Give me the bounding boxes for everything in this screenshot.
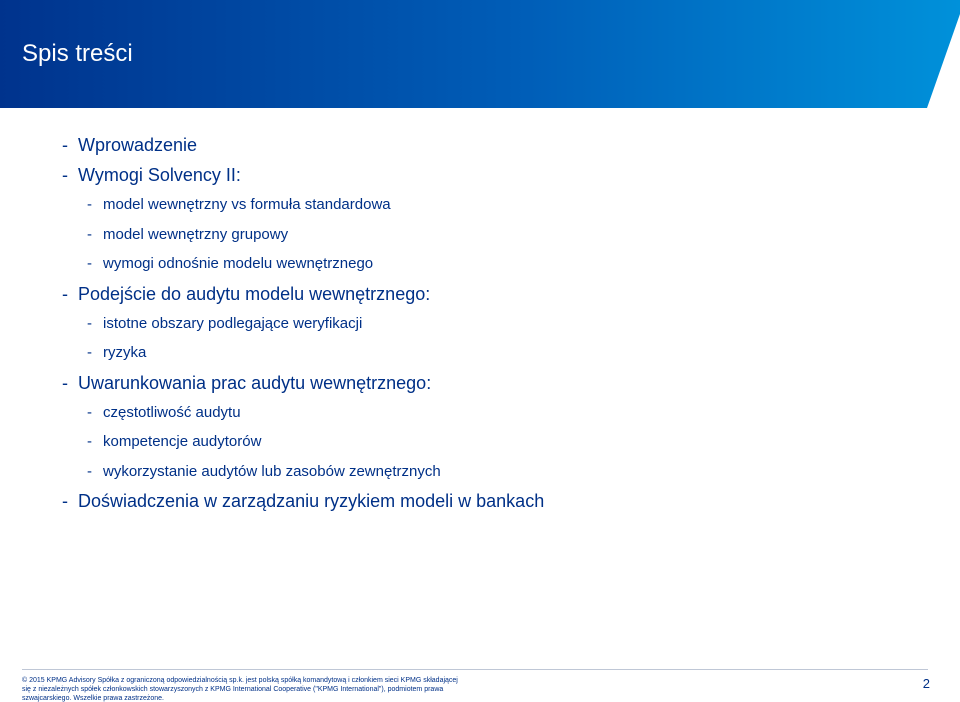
toc-dash: -: [62, 165, 68, 185]
toc-subitem-ryzyka: [60, 338, 920, 368]
toc-dash: -: [62, 372, 68, 393]
toc-dash: -: [62, 135, 68, 155]
toc-subitem-label: wykorzystanie audytów lub zasobów zewnętrznych: [103, 462, 441, 480]
footer-divider: [22, 669, 928, 670]
toc-item-label: Doświadczenia w zarządzaniu ryzykiem modeli w bankach: [78, 491, 545, 511]
toc-dash: -: [87, 403, 92, 421]
header-band-graphic: [0, 0, 960, 108]
toc-subitem-kompetencje: [60, 427, 920, 457]
toc-subitem-wykorzystanie: [60, 457, 920, 487]
toc-item-wymogi-solvency: [60, 160, 920, 190]
header-band-shape: [0, 0, 960, 108]
toc-subitem-model-grupowy: [60, 220, 920, 250]
page-number: 2: [922, 676, 930, 691]
toc-subitem-label: model wewnętrzny vs formuła standardowa: [103, 196, 391, 213]
toc-dash: -: [87, 344, 92, 361]
toc-item-label: Wymogi Solvency II:: [78, 165, 241, 185]
toc-item-label: Podejście do audytu modelu wewnętrznego:: [78, 283, 431, 304]
toc-dash: -: [87, 462, 92, 480]
toc-subitem-label: kompetencje audytorów: [103, 433, 262, 450]
toc-item-doswiadczenia: [60, 486, 920, 516]
toc-subitem-wymogi-modelu: [60, 249, 920, 279]
footer-legal-text: © 2015 KPMG Advisory Spółka z ograniczoną odpowiedzialnością sp.k. jest polską spółką komandytową i członkiem sieci KPMG składającej się z niezależnych spółek członkowskich stowarzyszonych z KPMG International Cooperative ("KPMG International"), podmiotem prawa szwajcarskiego. Wszelkie prawa zastrzeżone.: [22, 677, 458, 702]
toc-item-uwarunkowania: [60, 368, 920, 398]
toc-subitem-istotne-obszary: [60, 309, 920, 339]
toc-subitem-model-vs-formula: [60, 190, 920, 220]
toc-dash: -: [87, 314, 92, 332]
toc-item-label: Wprowadzenie: [78, 135, 198, 155]
toc-dash: -: [87, 433, 92, 450]
toc-subitem-label: istotne obszary podlegające weryfikacji: [103, 314, 363, 332]
toc-item-podejscie-do-audytu: [60, 279, 920, 309]
toc-subitem-label: ryzyka: [103, 344, 147, 361]
toc-dash: -: [62, 283, 68, 304]
toc-dash: -: [62, 491, 68, 511]
toc-item-label: Uwarunkowania prac audytu wewnętrznego:: [78, 372, 432, 393]
toc-subitem-label: wymogi odnośnie modelu wewnętrznego: [103, 255, 374, 272]
toc-dash: -: [87, 255, 92, 272]
toc-subitem-label: częstotliwość audytu: [103, 403, 241, 421]
toc-dash: -: [87, 196, 92, 213]
toc-dash: -: [87, 225, 92, 243]
page-title: Spis treści: [22, 40, 133, 67]
toc-subitem-czestotliwosc: [60, 398, 920, 428]
toc-item-wprowadzenie: [60, 130, 920, 160]
header-band: [0, 0, 960, 108]
table-of-contents: [60, 130, 920, 516]
toc-subitem-label: model wewnętrzny grupowy: [103, 225, 289, 243]
